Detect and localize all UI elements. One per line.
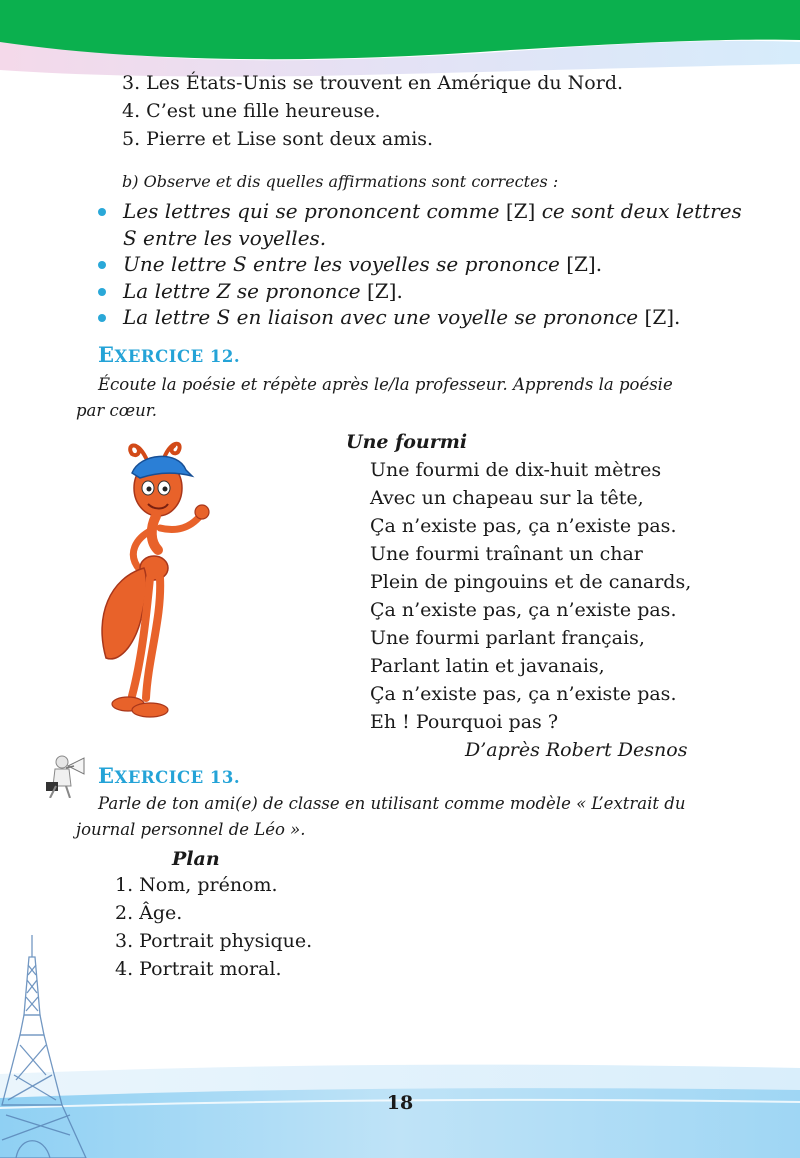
- plan-item: 1. Nom, prénom.: [115, 874, 278, 896]
- instruction-text: Observe et dis quelles affirmations sont correctes :: [143, 172, 559, 191]
- sentence-item: 3. Les États-Unis se trouvent en Amérique du Nord.: [122, 72, 624, 94]
- page-number: 18: [386, 1092, 414, 1114]
- plan-title: Plan: [172, 848, 220, 870]
- poem-line: Plein de pingouins et de canards,: [370, 571, 692, 593]
- instruction-label: b): [122, 172, 139, 191]
- exercise-12-instruction: Écoute la poésie et répète après le/la professeur. Apprends la poésie par cœur.: [76, 375, 673, 420]
- poem-line: Avec un chapeau sur la tête,: [370, 487, 644, 509]
- poem-line: Eh ! Pourquoi pas ?: [370, 711, 559, 733]
- bullet-icon: [98, 314, 106, 322]
- sentence-item: 4. C’est une fille heureuse.: [122, 100, 381, 122]
- exercise-12-heading: EXERCICE 12.: [98, 342, 241, 367]
- plan-item: 3. Portrait physique.: [115, 930, 313, 952]
- statements-list: [98, 198, 778, 331]
- poem-line: Ça n’existe pas, ça n’existe pas.: [370, 515, 677, 537]
- bullet-icon: [98, 288, 106, 296]
- ant-illustration: [88, 428, 228, 726]
- statement-item: La lettre Z se prononce [Z].: [98, 278, 778, 305]
- poem-attribution: D’après Robert Desnos: [465, 739, 688, 761]
- exercise-13-instruction: Parle de ton ami(e) de classe en utilisant comme modèle « L’extrait du journal personnel de Léo ».: [76, 794, 686, 839]
- poem-line: Parlant latin et javanais,: [370, 655, 605, 677]
- poem-line: Une fourmi de dix-huit mètres: [370, 459, 662, 481]
- statement-item: Les lettres qui se prononcent comme [Z] ce sont deux lettres S entre les voyelles.: [98, 198, 778, 251]
- statement-item: La lettre S en liaison avec une voyelle se prononce [Z].: [98, 304, 778, 331]
- bullet-icon: [98, 261, 106, 269]
- plan-item: 2. Âge.: [115, 902, 183, 924]
- poem-line: Ça n’existe pas, ça n’existe pas.: [370, 599, 677, 621]
- header-band: [0, 0, 800, 80]
- exercise-b-instruction: [122, 170, 558, 194]
- poem-line: Une fourmi parlant français,: [370, 627, 645, 649]
- poem-line: Une fourmi traînant un char: [370, 543, 643, 565]
- eiffel-tower-illustration: [0, 935, 90, 1158]
- poem-line: Ça n’existe pas, ça n’existe pas.: [370, 683, 677, 705]
- sentence-item: 5. Pierre et Lise sont deux amis.: [122, 128, 434, 150]
- poem-title: Une fourmi: [346, 431, 468, 453]
- plan-item: 4. Portrait moral.: [115, 958, 282, 980]
- statement-item: Une lettre S entre les voyelles se prononce [Z].: [98, 251, 778, 278]
- reporter-megaphone-icon: [40, 752, 96, 798]
- exercise-13-heading: EXERCICE 13.: [98, 763, 241, 788]
- bullet-icon: [98, 208, 106, 216]
